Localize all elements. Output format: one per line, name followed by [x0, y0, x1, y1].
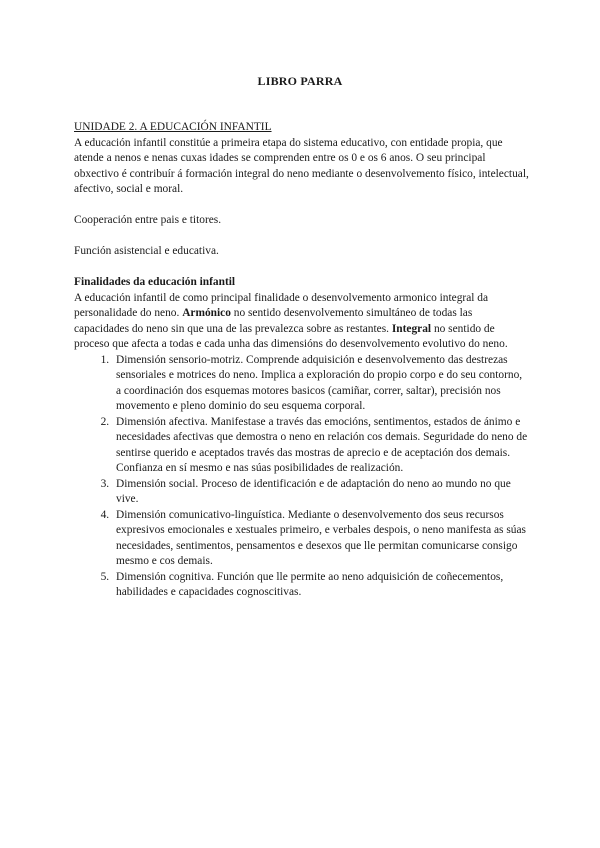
- dimension-item-cognitiva: 5. Dimensión cognitiva. Función que lle permite ao neno adquisición de coñecementos, habilidades e capacidades cognoscitivas.: [112, 570, 530, 601]
- dimensions-list: [74, 353, 530, 601]
- integral-term: Integral: [391, 322, 432, 335]
- spacer: [74, 229, 530, 245]
- document-body: [74, 120, 530, 601]
- intro-paragraph: A educación infantil constitúe a primeira etapa do sistema educativo, con entidade propia, que atende a nenos e nenas cuxas idades se comprenden entre os 0 e os 6 anos. O seu principal obxectivo é contribuír á formación integral do neno mediante o desenvolvemento físico, intelectual, afectivo, social e moral.: [74, 136, 529, 195]
- dimension-item-sensorio-motriz: 1. Dimensión sensorio-motriz. Comprende adquisición e desenvolvemento das destrezas sensoriales e motrices do neno. Implica a exploración do propio corpo e do seu contorno, a coordinación dos esquemas motores basicos (camiñar, correr, saltar), precisión nos movemento e pleno dominio do seu esquema corporal.: [112, 353, 530, 415]
- finalidades-heading: Finalidades da educación infantil: [74, 276, 236, 288]
- spacer: [74, 198, 530, 214]
- finalidades-text-1: A educación infantil de como principal finalidade o desenvolvemento armonico integral da personalidade do neno.: [74, 291, 489, 319]
- dimension-item-social: 3. Dimensión social. Proceso de identificación e de adaptación do neno ao mundo no que vive.: [112, 477, 530, 508]
- dimension-item-afectiva: 2. Dimensión afectiva. Manifestase a través das emocións, sentimentos, estados de ánimo e necesidades afectivas que demostra o neno en relación cos demais. Seguridade do neno de sentirse querido e aceptados través das mostras de aprecio e de aceptación dos demais. Confianza en sí mesmo e nas súas posibilidades de realización.: [112, 415, 530, 477]
- finalidades-text-3: no sentido de proceso que afecta a todas e cada unha das dimensións do desenvolvemento evolutivo do neno.: [74, 322, 508, 350]
- funcion-line: Función asistencial e educativa.: [74, 245, 219, 257]
- finalidades-paragraph: [74, 291, 530, 353]
- armonico-term: Armónico: [182, 307, 231, 319]
- dimension-item-comunicativo-linguistica: 4. Dimensión comunicativo-linguística. Mediante o desenvolvemento dos seus recursos expresivos emocionales e xestuales primeiro, e verbales despois, o neno manifesta as súas necesidades, sentimentos, pensamentos e desexos que lle permitan comunicarse consigo mesmo e cos demais.: [112, 508, 530, 570]
- spacer: [74, 260, 530, 276]
- section-heading: UNIDADE 2. A EDUCACIÓN INFANTIL: [74, 121, 272, 133]
- cooperacion-line: Cooperación entre pais e titores.: [74, 214, 222, 226]
- document-title: LIBRO PARRA: [257, 74, 343, 88]
- finalidades-text-2: no sentido desenvolvemento simultáneo de todas las capacidades do neno sin que una de las prevalezca sobre as restantes.: [74, 307, 473, 335]
